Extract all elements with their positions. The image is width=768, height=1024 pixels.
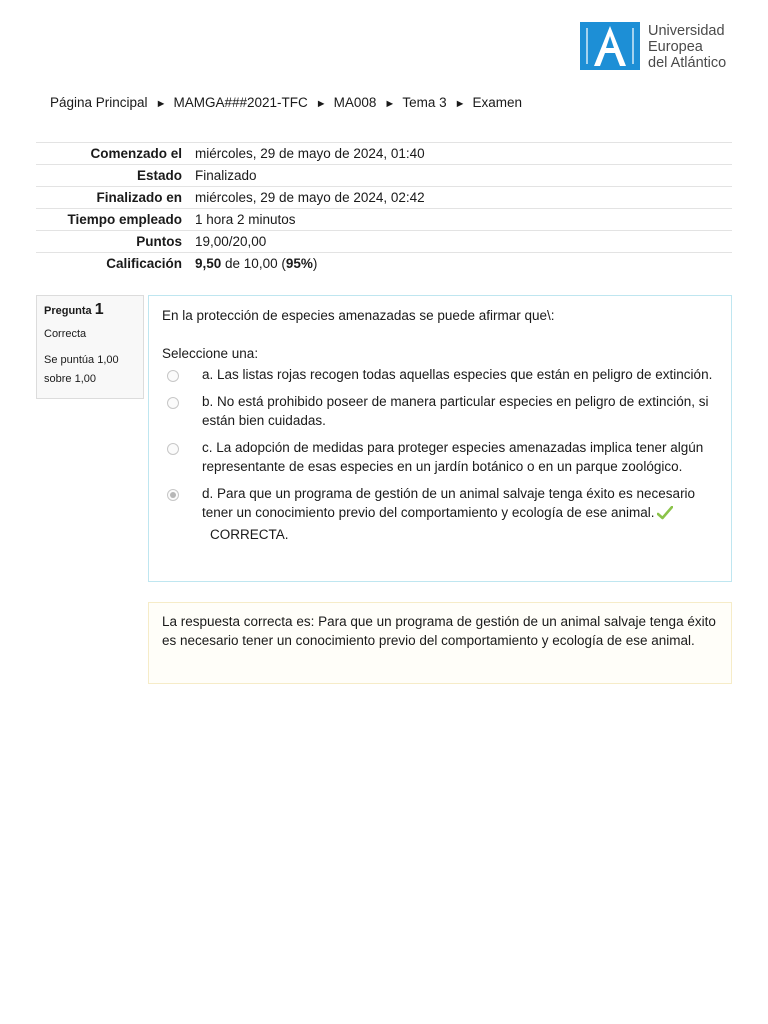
summary-label: Estado bbox=[136, 168, 182, 183]
summary-label: Calificación bbox=[106, 256, 182, 272]
radio-button[interactable] bbox=[167, 370, 179, 382]
grade-score: 9,50 bbox=[195, 256, 222, 272]
summary-value: miércoles, 29 de mayo de 2024, 01:40 bbox=[195, 146, 425, 161]
summary-row-grade bbox=[36, 253, 732, 275]
breadcrumb-course[interactable]: MAMGA###2021-TFC bbox=[173, 95, 308, 110]
summary-value: miércoles, 29 de mayo de 2024, 02:42 bbox=[195, 190, 425, 205]
answer-option-label: a. Las listas rojas recogen todas aquellas especies que están en peligro de extinción. bbox=[202, 367, 713, 382]
university-logo bbox=[580, 22, 726, 71]
question-info bbox=[36, 295, 144, 399]
logo-line-2: Europea bbox=[648, 39, 703, 55]
question-grade: Se puntúa 1,00 sobre 1,00 bbox=[44, 354, 119, 385]
question-state: Correcta bbox=[44, 328, 87, 340]
answer-options bbox=[162, 365, 718, 544]
answer-option-label: c. La adopción de medidas para proteger especies amenazadas implica tener algún representante de esas especies en un jardín botánico o en un parque zoológico. bbox=[202, 440, 704, 474]
question-number bbox=[44, 302, 136, 319]
checkmark-icon bbox=[657, 506, 673, 525]
breadcrumb-module[interactable]: MA008 bbox=[333, 95, 377, 110]
summary-value: 1 hora 2 minutos bbox=[195, 212, 296, 227]
answer-option-b[interactable] bbox=[162, 392, 718, 430]
grade-percent: 95% bbox=[285, 256, 313, 272]
question-text: En la protección de especies amenazadas se puede afirmar que\: bbox=[162, 308, 555, 323]
radio-button[interactable] bbox=[167, 443, 179, 455]
summary-row-finished bbox=[36, 187, 732, 209]
breadcrumb-exam[interactable]: Examen bbox=[472, 95, 523, 110]
attempt-summary-table bbox=[36, 142, 732, 275]
answer-option-d[interactable] bbox=[162, 484, 718, 544]
question-prompt: Seleccione una: bbox=[162, 346, 259, 361]
breadcrumb-separator-icon: ► bbox=[454, 98, 466, 110]
summary-label: Finalizado en bbox=[96, 190, 182, 205]
radio-button-selected[interactable] bbox=[167, 489, 179, 501]
breadcrumb-topic[interactable]: Tema 3 bbox=[402, 95, 447, 110]
grade-middle: de 10,00 ( bbox=[221, 256, 286, 272]
summary-row-time bbox=[36, 209, 732, 231]
summary-label: Puntos bbox=[136, 234, 182, 249]
answer-option-d-text: d. Para que un programa de gestión de un animal salvaje tenga éxito es necesario tener un conocimiento previo del comportamiento y ecología de ese animal. bbox=[202, 486, 696, 520]
summary-label: Tiempo empleado bbox=[67, 212, 182, 227]
answer-option-label: b. No está prohibido poseer de manera particular especies en peligro de extinción, si están bien cuidadas. bbox=[202, 394, 709, 428]
question-number-value: 1 bbox=[94, 301, 104, 318]
summary-row-state bbox=[36, 165, 732, 187]
answer-option-a[interactable] bbox=[162, 365, 718, 384]
summary-value: 19,00/20,00 bbox=[195, 234, 267, 249]
answer-option-c[interactable] bbox=[162, 438, 718, 476]
logo-line-3: del Atlántico bbox=[648, 55, 727, 71]
breadcrumb-separator-icon: ► bbox=[384, 98, 396, 110]
breadcrumb-separator-icon: ► bbox=[155, 98, 167, 110]
answer-option-label bbox=[186, 484, 718, 544]
correct-answer-feedback: La respuesta correcta es: Para que un programa de gestión de un animal salvaje tenga éxito es necesario tener un conocimiento previo del comportamiento y ecología de ese animal. bbox=[148, 602, 732, 684]
breadcrumb-separator-icon: ► bbox=[315, 98, 327, 110]
correct-mark: CORRECTA. bbox=[210, 527, 289, 542]
summary-row-started bbox=[36, 143, 732, 165]
question-label: Pregunta bbox=[44, 305, 92, 317]
summary-label: Comenzado el bbox=[90, 146, 182, 161]
summary-row-points bbox=[36, 231, 732, 253]
radio-button[interactable] bbox=[167, 397, 179, 409]
summary-value bbox=[188, 253, 732, 275]
logo-mark-icon bbox=[580, 22, 640, 70]
question-content bbox=[148, 295, 732, 582]
grade-end: ) bbox=[312, 256, 318, 272]
breadcrumb-home[interactable]: Página Principal bbox=[50, 95, 148, 110]
logo-line-1: Universidad bbox=[648, 23, 725, 39]
breadcrumb bbox=[50, 95, 522, 110]
logo-text bbox=[648, 23, 726, 71]
summary-value: Finalizado bbox=[195, 168, 257, 183]
